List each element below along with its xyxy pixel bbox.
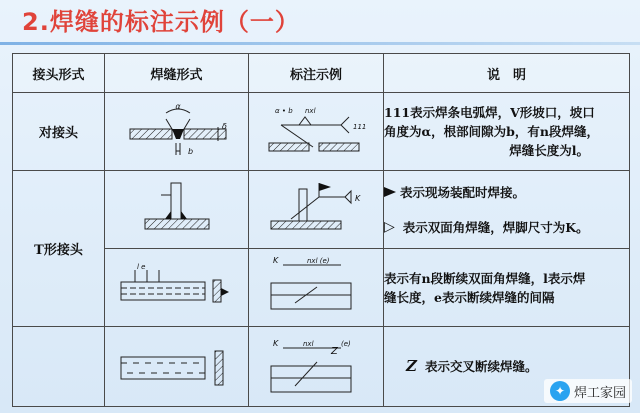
l-e-label: l e: [136, 262, 145, 271]
intermittent-weld-diagram: [117, 258, 237, 318]
t-annotation-figure: [249, 171, 384, 249]
wechat-icon: ✦: [550, 381, 570, 401]
intermittent-annotation-figure: [249, 249, 384, 327]
staggered-annotation-diagram: [261, 332, 371, 402]
stagger-z-symbol: Z: [406, 357, 417, 375]
nxl-label: nxl: [305, 106, 316, 115]
page-title: 2.焊缝的标注示例（一）: [22, 8, 300, 36]
nxl-e-label: nxl (e): [307, 256, 330, 265]
staggered-weld-diagram: [117, 337, 237, 397]
joint-type-t: T形接头: [13, 171, 105, 327]
table-row: [13, 93, 630, 171]
desc-line: 角度为α，根部间隙为b，有n段焊缝，: [384, 124, 599, 139]
field-flag-icon: [384, 187, 396, 197]
intermittent-weld-form-figure: [105, 249, 249, 327]
title-divider: [0, 42, 640, 45]
intermittent-description: [384, 249, 630, 327]
table-row: [13, 249, 630, 327]
k-label: K: [273, 255, 279, 265]
nxl-label: nxl: [303, 339, 314, 348]
stagger-z-label: Z: [331, 345, 338, 357]
desc-double-fillet-line: [384, 218, 629, 237]
butt-annotation-figure: [249, 93, 384, 171]
double-fillet-text: 表示双面角焊缝，焊脚尺寸为K。: [402, 219, 589, 235]
desc-line: 111表示焊条电弧焊，V形坡口，坡口: [384, 105, 595, 120]
table-header-row: [13, 54, 630, 93]
symbol-alpha-b-label: α • b: [275, 106, 293, 115]
gap-b-label: b: [187, 146, 193, 156]
field-weld-text: 表示现场装配时焊接。: [400, 184, 526, 200]
joint-type-blank: [13, 327, 105, 407]
desc-line: 缝长度，e表示断续焊缝的间隔: [384, 289, 555, 305]
fillet-k-label: K: [355, 193, 361, 203]
weld-annotation-table: [12, 53, 630, 407]
process-code-label: 111: [353, 122, 367, 131]
intermittent-annotation-diagram: [261, 253, 371, 323]
joint-type-butt: 对接头: [13, 93, 105, 171]
desc-staggered-line: [384, 357, 629, 376]
desc-line: 焊缝长度为l。: [509, 143, 589, 158]
staggered-weld-form-figure: [105, 327, 249, 407]
butt-description: [384, 93, 630, 171]
t-annotation-diagram: [261, 175, 371, 245]
header-joint-type: 接头形式: [13, 54, 105, 93]
thickness-delta-label: δ: [221, 121, 227, 131]
table-row: [13, 327, 630, 407]
header-weld-form: 焊缝形式: [105, 54, 249, 93]
t-weld-diagram: [137, 175, 217, 245]
watermark-text: 焊工家园: [573, 385, 626, 401]
alpha-label: α: [174, 101, 181, 111]
butt-weld-form-figure: [105, 93, 249, 171]
watermark: [544, 379, 632, 403]
desc-field-weld-line: [384, 183, 629, 202]
k-label: K: [273, 338, 279, 348]
butt-weld-diagram: [122, 99, 232, 165]
double-fillet-icon: ▷: [384, 218, 395, 235]
header-description: 说 明: [384, 54, 630, 93]
table-row: [13, 171, 630, 249]
header-annotation-example: 标注示例: [249, 54, 384, 93]
e-label: (e): [341, 339, 351, 348]
staggered-text: 表示交叉断续焊缝。: [424, 359, 538, 374]
t-field-weld-description: [384, 171, 630, 249]
desc-line: 表示有n段断续双面角焊缝，l表示焊: [384, 270, 586, 286]
staggered-annotation-figure: [249, 327, 384, 407]
butt-annotation-diagram: [261, 99, 371, 165]
t-weld-form-figure: [105, 171, 249, 249]
